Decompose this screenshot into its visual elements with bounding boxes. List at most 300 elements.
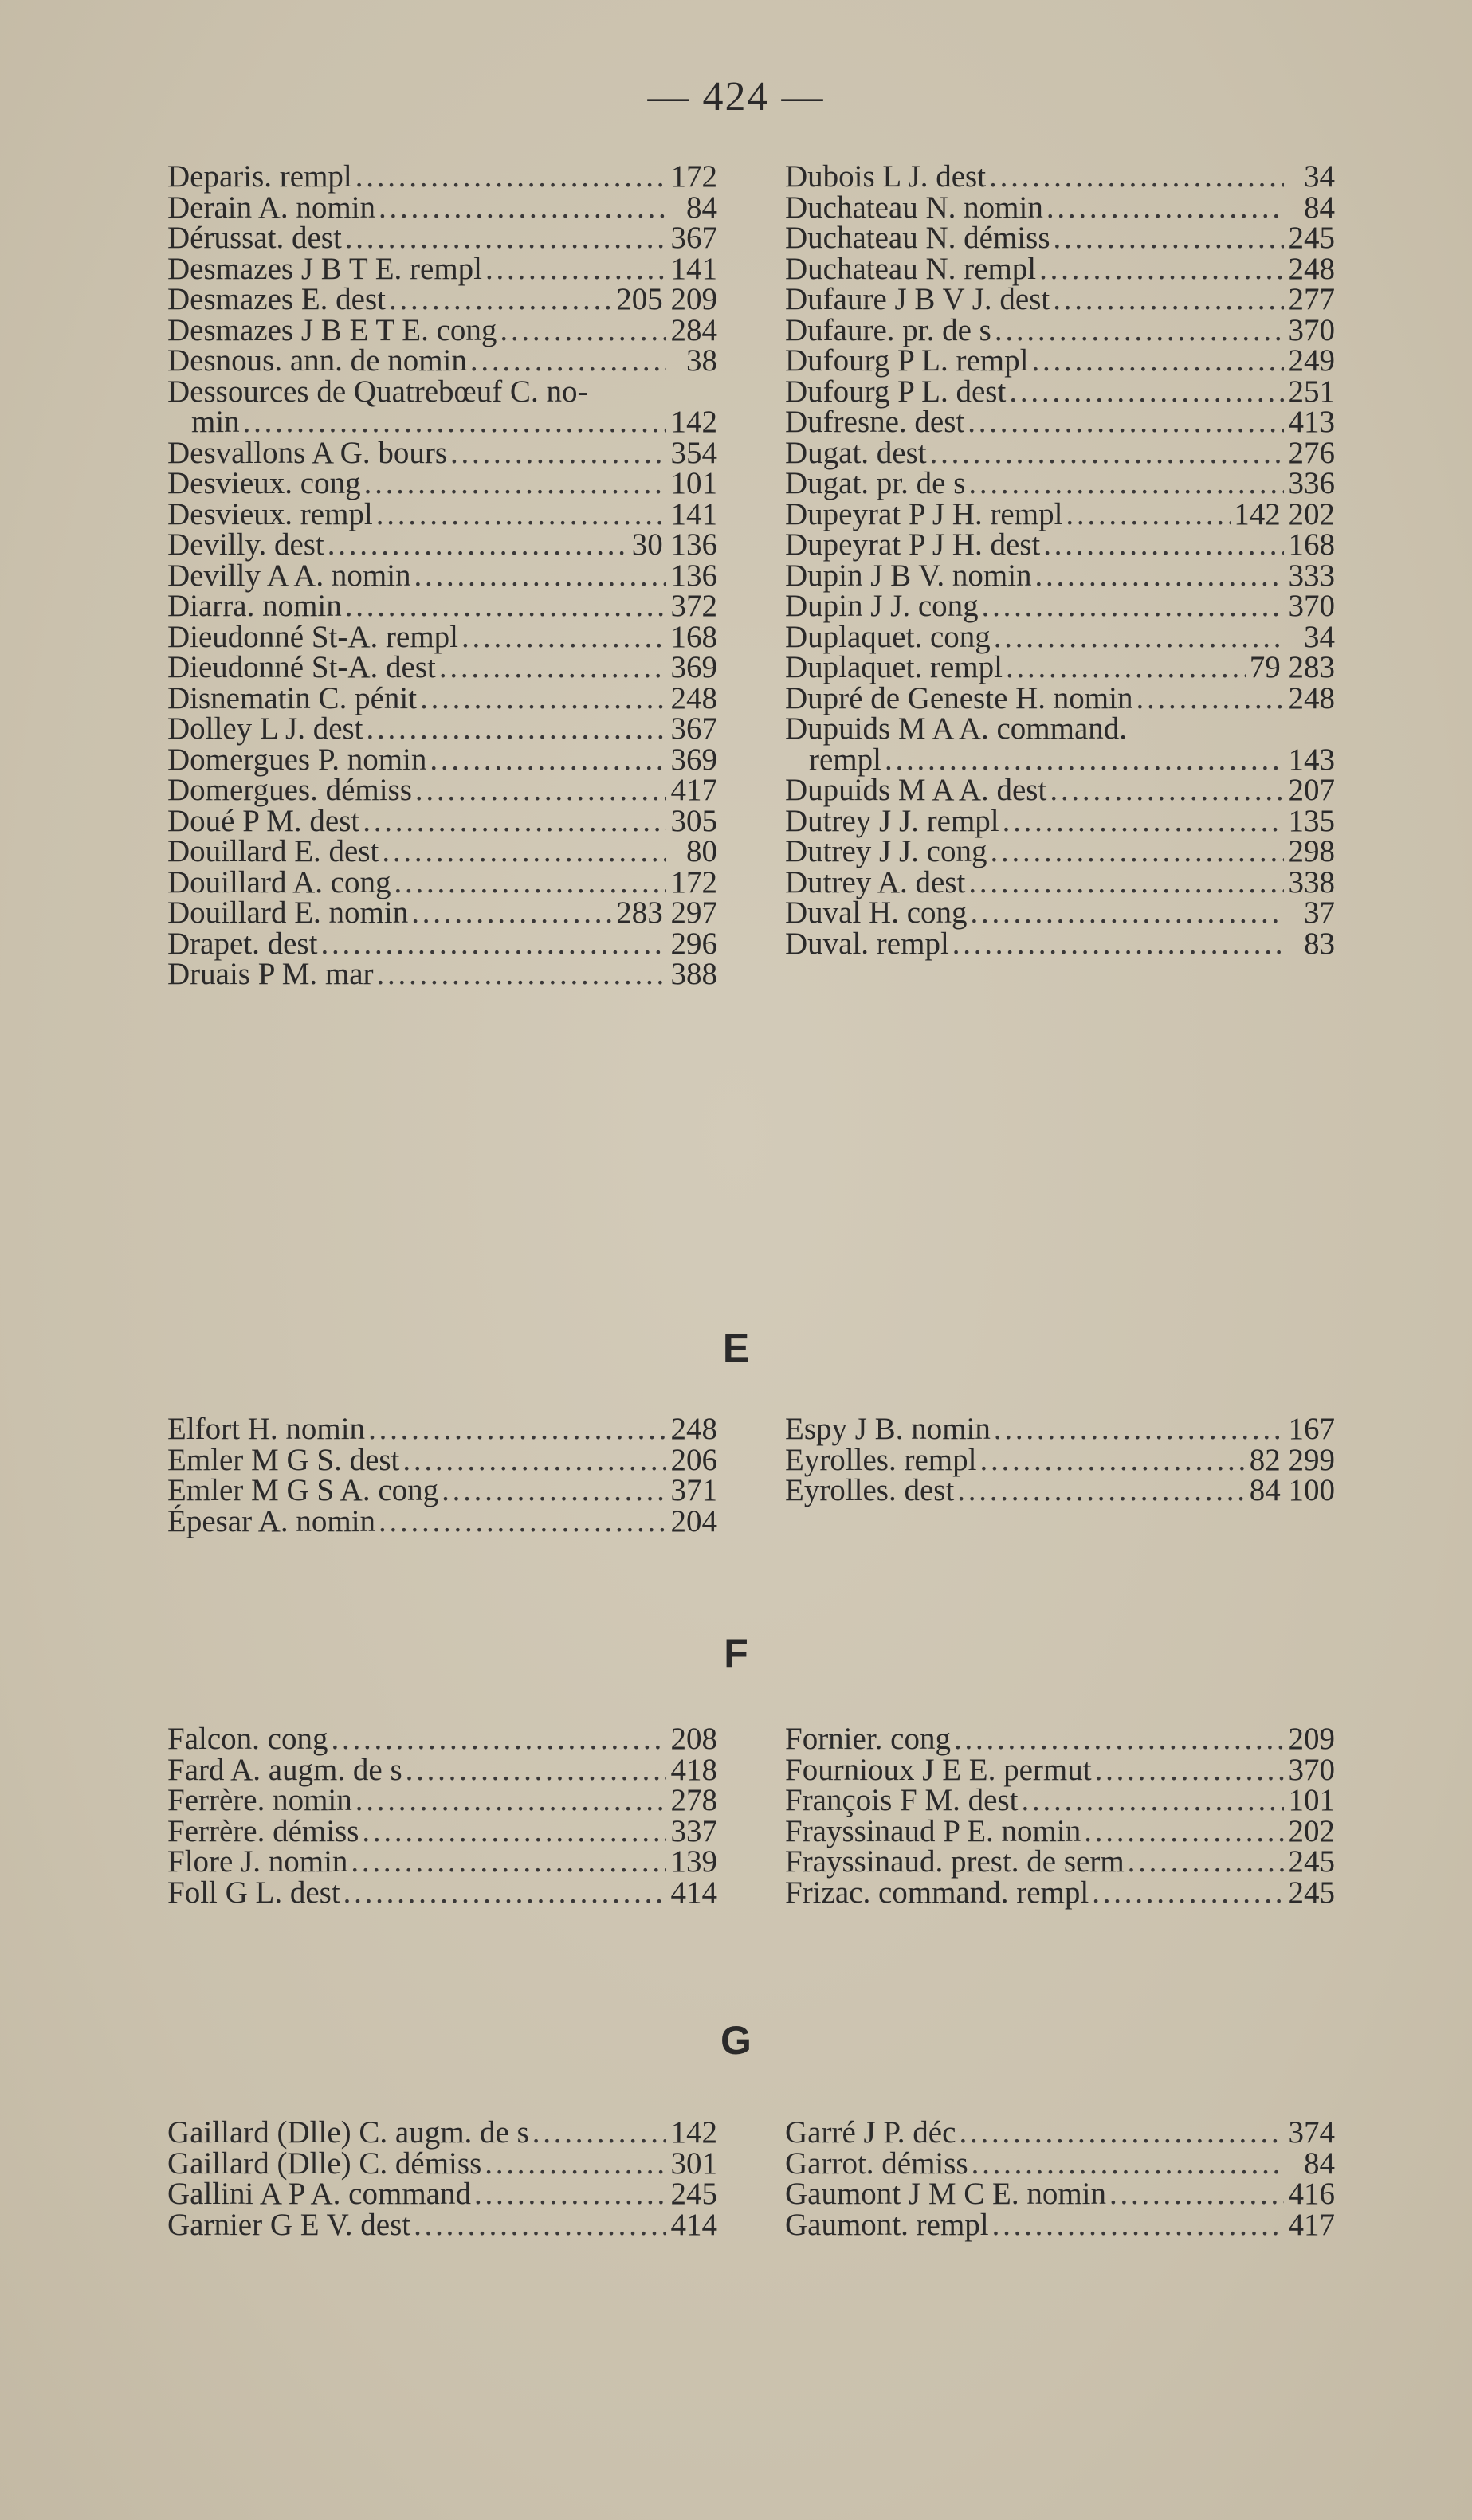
- index-entry: [167, 742, 717, 777]
- entry-pages: 245: [1288, 1875, 1335, 1910]
- dot-leader: [1136, 684, 1284, 715]
- index-entry: [785, 926, 1335, 961]
- entry-name: Eyrolles. rempl: [785, 1442, 977, 1477]
- entry-pages: 248: [1288, 680, 1335, 715]
- entry-pages: 417: [670, 773, 717, 807]
- dot-leader: [345, 223, 666, 254]
- entry-pages: 413: [1288, 405, 1335, 439]
- entry-pages: 34: [1304, 159, 1335, 194]
- dot-leader: [994, 1414, 1284, 1445]
- dot-leader: [243, 407, 666, 438]
- entry-name: min: [191, 405, 240, 439]
- index-entry: [785, 803, 1335, 838]
- index-entry: [785, 159, 1335, 194]
- dot-leader: [1092, 1878, 1284, 1909]
- entry-pages: 414: [670, 2207, 717, 2242]
- entry-name: Dupin J B V. nomin: [785, 558, 1032, 593]
- dot-leader: [485, 254, 666, 285]
- entry-pages: 245: [670, 2177, 717, 2211]
- section-letter-f: F: [724, 1631, 748, 1675]
- entry-name: Emler M G S. dest: [167, 1442, 400, 1477]
- entry-name: Dolley L J. dest: [167, 711, 363, 746]
- index-entry: [785, 742, 1335, 777]
- index-entry: [785, 1875, 1335, 1910]
- entry-pages: 248: [670, 1412, 717, 1446]
- entry-pages: 337: [670, 1813, 717, 1848]
- index-entry: [167, 2115, 717, 2150]
- dot-leader: [930, 438, 1284, 469]
- entry-pages: 369: [670, 650, 717, 684]
- entry-name: Deparis. rempl: [167, 159, 352, 194]
- dot-leader: [363, 806, 666, 837]
- entry-name: Dieudonné St-A. rempl: [167, 619, 459, 654]
- entry-pages: 136: [670, 558, 717, 593]
- entry-name: Dessources de Quatrebœuf C. no-: [167, 374, 588, 409]
- entry-pages: 278: [670, 1783, 717, 1817]
- entry-pages: 84: [1304, 2146, 1335, 2181]
- entry-name: Desvallons A G. bours: [167, 435, 447, 470]
- entry-pages: 135: [1288, 803, 1335, 838]
- entry-pages: 37: [1304, 896, 1335, 930]
- entry-pages: 83: [1304, 926, 1335, 961]
- section-letter-e: E: [722, 1326, 750, 1370]
- dot-leader: [992, 2210, 1284, 2241]
- entry-pages: 141: [670, 496, 717, 531]
- entry-pages: 296: [670, 926, 717, 961]
- index-entry: [167, 864, 717, 899]
- entry-name: Desnous. ann. de nomin: [167, 343, 467, 378]
- entry-name: Derain A. nomin: [167, 190, 376, 225]
- index-entry: [785, 864, 1335, 899]
- entry-pages: 80: [686, 834, 717, 868]
- index-entry: [167, 1724, 717, 1755]
- entry-pages: 333: [1288, 558, 1335, 593]
- index-entry: [785, 468, 1335, 500]
- entry-name: Dufourg P L. rempl: [785, 343, 1029, 378]
- entry-pages: 249: [1288, 343, 1335, 378]
- entry-name: Douillard E. dest: [167, 834, 379, 868]
- index-entry: [167, 775, 717, 806]
- index-entry: [167, 1844, 717, 1879]
- entry-pages: 354: [670, 435, 717, 470]
- entry-name: Dugat. pr. de s: [785, 466, 966, 500]
- entry-name: Dufaure J B V J. dest: [785, 282, 1050, 316]
- index-entry: [167, 898, 717, 929]
- index-column-e-right: [785, 1414, 1335, 1507]
- entry-name: Gaumont. rempl: [785, 2207, 989, 2242]
- index-entry: [785, 775, 1335, 806]
- index-entry: [167, 1473, 717, 1507]
- index-column-g-right: [785, 2115, 1335, 2242]
- index-entry: [785, 343, 1335, 378]
- entry-name: Ferrère. démiss: [167, 1813, 359, 1848]
- dot-leader: [1009, 377, 1284, 408]
- entry-name: Duchateau N. démiss: [785, 221, 1050, 255]
- index-entry: [167, 343, 717, 378]
- dot-leader: [1128, 1847, 1284, 1878]
- index-entry: [785, 374, 1335, 409]
- entry-pages: 139: [670, 1844, 717, 1879]
- dot-leader: [990, 837, 1284, 868]
- entry-pages: 79 283: [1249, 650, 1335, 684]
- dot-leader: [367, 714, 666, 745]
- index-entry: [785, 284, 1335, 315]
- dot-leader: [995, 315, 1284, 347]
- dot-leader: [470, 346, 666, 377]
- entry-name: Dupré de Geneste H. nomin: [785, 680, 1133, 715]
- entry-name: Dieudonné St-A. dest: [167, 650, 436, 684]
- dot-leader: [394, 868, 666, 899]
- entry-pages: 367: [670, 711, 717, 746]
- entry-name: Duchateau N. nomin: [785, 190, 1043, 225]
- dot-leader: [968, 868, 1284, 899]
- index-entry: [785, 834, 1335, 868]
- dot-leader: [1109, 2179, 1284, 2210]
- dot-leader: [885, 745, 1284, 776]
- entry-name: Desmazes J B E T E. cong: [167, 312, 497, 347]
- entry-pages: 245: [1288, 221, 1335, 255]
- index-entry: [785, 650, 1335, 684]
- entry-pages: 142: [670, 405, 717, 439]
- entry-name: Fournioux J E E. permut: [785, 1752, 1092, 1787]
- entry-name: Dugat. dest: [785, 435, 927, 470]
- dot-leader: [320, 929, 666, 960]
- dot-leader: [1095, 1755, 1284, 1786]
- entry-name: Eyrolles. dest: [785, 1473, 955, 1507]
- dot-leader: [1006, 653, 1246, 684]
- dot-leader: [1039, 254, 1284, 285]
- index-entry: [167, 435, 717, 470]
- index-entry: [167, 496, 717, 531]
- entry-pages: 369: [670, 742, 717, 777]
- entry-pages: 248: [670, 680, 717, 715]
- index-entry: [785, 407, 1335, 438]
- dot-leader: [1046, 193, 1284, 224]
- index-entry: [167, 223, 717, 254]
- entry-name: Dupin J J. cong: [785, 589, 979, 623]
- entry-name: Dupuids M A A. command.: [785, 711, 1128, 746]
- dot-leader: [430, 745, 666, 776]
- entry-pages: 167: [1288, 1412, 1335, 1446]
- entry-pages: 205 209: [616, 282, 717, 316]
- dot-leader: [376, 500, 666, 531]
- dot-leader: [485, 2149, 666, 2180]
- entry-name: Garnier G E V. dest: [167, 2207, 411, 2242]
- index-entry: [785, 1442, 1335, 1477]
- index-entry: [167, 468, 717, 500]
- dot-leader: [379, 1507, 666, 1538]
- index-entry: [167, 374, 717, 409]
- index-entry: [785, 190, 1335, 225]
- dot-leader: [420, 684, 666, 715]
- index-entry: [167, 803, 717, 838]
- entry-pages: 417: [1288, 2207, 1335, 2242]
- index-entry: [167, 680, 717, 715]
- dot-leader: [500, 315, 666, 347]
- entry-name: Dufourg P L. dest: [785, 374, 1007, 409]
- entry-name: Gaumont J M C E. nomin: [785, 2177, 1107, 2211]
- index-entry: [167, 312, 717, 347]
- index-entry: [167, 1813, 717, 1848]
- index-entry: [785, 1844, 1335, 1879]
- dot-leader: [450, 438, 666, 469]
- entry-name: Dupeyrat P J H. dest: [785, 527, 1041, 562]
- index-entry: [785, 2207, 1335, 2242]
- dot-leader: [461, 622, 666, 653]
- dot-leader: [345, 591, 666, 622]
- dot-leader: [968, 407, 1284, 438]
- dot-leader: [382, 837, 666, 868]
- entry-pages: 414: [670, 1875, 717, 1910]
- dot-leader: [954, 1724, 1284, 1755]
- index-entry: [785, 711, 1335, 746]
- dot-leader: [414, 2210, 666, 2241]
- entry-name: Desvieux. rempl: [167, 496, 373, 531]
- entry-name: Duplaquet. rempl: [785, 650, 1003, 684]
- dot-leader: [355, 1785, 666, 1817]
- entry-pages: 172: [670, 864, 717, 899]
- entry-pages: 276: [1288, 435, 1335, 470]
- entry-pages: 370: [1288, 589, 1335, 623]
- entry-pages: 207: [1288, 773, 1335, 807]
- entry-pages: 30 136: [631, 527, 717, 562]
- index-column-f-left: [167, 1724, 717, 1908]
- dot-leader: [411, 898, 613, 929]
- index-entry: [785, 1414, 1335, 1445]
- dot-leader: [1050, 775, 1284, 806]
- index-entry: [785, 619, 1335, 654]
- entry-name: Dufaure. pr. de s: [785, 312, 991, 347]
- entry-name: Devilly. dest: [167, 527, 324, 562]
- entry-pages: 301: [670, 2146, 717, 2181]
- entry-name: Domergues. démiss: [167, 773, 412, 807]
- dot-leader: [1053, 284, 1284, 315]
- entry-name: Fornier. cong: [785, 1722, 951, 1756]
- index-entry: [167, 251, 717, 286]
- index-column-g-left: [167, 2115, 717, 2242]
- entry-name: Drapet. dest: [167, 926, 318, 961]
- index-entry: [167, 619, 717, 654]
- entry-name: Garrot. démiss: [785, 2146, 968, 2181]
- dot-leader: [952, 929, 1284, 960]
- dot-leader: [959, 2118, 1284, 2149]
- entry-pages: 142 202: [1234, 496, 1335, 531]
- dot-leader: [1035, 561, 1284, 592]
- entry-name: Frayssinaud P E. nomin: [785, 1813, 1081, 1848]
- index-entry: [785, 898, 1335, 929]
- entry-pages: 34: [1304, 619, 1335, 654]
- entry-name: Dérussat. dest: [167, 221, 342, 255]
- entry-pages: 101: [1288, 1783, 1335, 1817]
- entry-pages: 206: [670, 1442, 717, 1477]
- dot-leader: [957, 1476, 1246, 1507]
- entry-pages: 204: [670, 1503, 717, 1538]
- index-entry: [167, 1442, 717, 1477]
- entry-name: Duchateau N. rempl: [785, 251, 1037, 286]
- index-entry: [167, 527, 717, 562]
- index-column-d-left: [167, 159, 717, 991]
- dot-leader: [364, 468, 666, 500]
- entry-name: Disnematin C. pénit: [167, 680, 418, 715]
- dot-leader: [368, 1414, 666, 1445]
- entry-pages: 172: [670, 159, 717, 194]
- entry-name: Douillard E. nomin: [167, 896, 409, 930]
- entry-name: rempl: [809, 742, 881, 777]
- index-entry: [167, 1875, 717, 1910]
- entry-pages: 277: [1288, 282, 1335, 316]
- index-entry: [785, 1813, 1335, 1848]
- dot-leader: [532, 2118, 666, 2149]
- entry-pages: 101: [670, 466, 717, 500]
- index-entry: [167, 558, 717, 593]
- index-entry: [785, 251, 1335, 286]
- entry-name: Dutrey J J. rempl: [785, 803, 999, 838]
- entry-pages: 168: [1288, 527, 1335, 562]
- entry-name: Druais P M. mar: [167, 957, 374, 991]
- dot-leader: [362, 1817, 666, 1848]
- entry-name: Flore J. nomin: [167, 1844, 348, 1879]
- entry-pages: 251: [1288, 374, 1335, 409]
- entry-pages: 371: [670, 1473, 717, 1507]
- dot-leader: [402, 1445, 666, 1476]
- entry-pages: 418: [670, 1752, 717, 1787]
- entry-pages: 82 299: [1249, 1442, 1335, 1477]
- entry-name: Elfort H. nomin: [167, 1412, 366, 1446]
- entry-name: Épesar A. nomin: [167, 1503, 376, 1538]
- dot-leader: [1003, 806, 1284, 837]
- dot-leader: [331, 1724, 666, 1755]
- index-entry: [785, 223, 1335, 254]
- index-entry: [167, 926, 717, 961]
- dot-leader: [1022, 1785, 1285, 1817]
- entry-name: Doué P M. dest: [167, 803, 360, 838]
- index-entry: [167, 2146, 717, 2181]
- entry-name: Dutrey J J. cong: [785, 834, 987, 868]
- entry-pages: 248: [1288, 251, 1335, 286]
- entry-pages: 338: [1288, 864, 1335, 899]
- dot-leader: [989, 162, 1284, 193]
- dot-leader: [415, 775, 666, 806]
- dot-leader: [1084, 1817, 1284, 1848]
- entry-name: Desmazes J B T E. rempl: [167, 251, 482, 286]
- entry-name: Emler M G S A. cong: [167, 1473, 439, 1507]
- index-entry: [167, 1752, 717, 1787]
- entry-pages: 298: [1288, 834, 1335, 868]
- entry-pages: 84: [1304, 190, 1335, 225]
- entry-pages: 202: [1288, 1813, 1335, 1848]
- index-column-f-right: [785, 1724, 1335, 1908]
- entry-name: Gallini A P A. command: [167, 2177, 471, 2211]
- entry-name: Dupuids M A A. dest: [785, 773, 1047, 807]
- entry-pages: 388: [670, 957, 717, 991]
- index-entry: [167, 1414, 717, 1445]
- index-entry: [785, 1785, 1335, 1817]
- entry-name: Garré J P. déc: [785, 2115, 956, 2150]
- dot-leader: [439, 653, 666, 684]
- entry-name: Duval H. cong: [785, 896, 968, 930]
- index-entry: [785, 2179, 1335, 2210]
- entry-name: Frayssinaud. prest. de serm: [785, 1844, 1125, 1879]
- index-entry: [167, 2179, 717, 2210]
- index-entry: [785, 2146, 1335, 2181]
- dot-leader: [351, 1847, 666, 1878]
- entry-pages: 284: [670, 312, 717, 347]
- index-entry: [167, 2207, 717, 2242]
- entry-name: Diarra. nomin: [167, 589, 342, 623]
- entry-name: Duval. rempl: [785, 926, 949, 961]
- index-entry: [785, 527, 1335, 562]
- entry-pages: 283 297: [616, 896, 717, 930]
- entry-pages: 208: [670, 1722, 717, 1756]
- page-header: — 424 —: [647, 74, 825, 120]
- entry-name: Espy J B. nomin: [785, 1412, 991, 1446]
- index-entry: [167, 959, 717, 990]
- entry-pages: 84: [686, 190, 717, 225]
- index-entry: [785, 558, 1335, 593]
- index-entry: [785, 1752, 1335, 1787]
- index-entry: [167, 190, 717, 225]
- entry-pages: 38: [686, 343, 717, 378]
- dot-leader: [406, 1755, 666, 1786]
- index-entry: [785, 591, 1335, 622]
- entry-pages: 370: [1288, 1752, 1335, 1787]
- entry-name: Domergues P. nomin: [167, 742, 427, 777]
- entry-name: Duplaquet. cong: [785, 619, 991, 654]
- index-entry: [167, 711, 717, 746]
- dot-leader: [355, 162, 666, 193]
- entry-pages: 142: [670, 2115, 717, 2150]
- index-entry: [167, 834, 717, 868]
- entry-name: Gaillard (Dlle) C. augm. de s: [167, 2115, 529, 2150]
- dot-leader: [474, 2179, 666, 2210]
- index-column-e-left: [167, 1414, 717, 1537]
- dot-leader: [379, 193, 666, 224]
- entry-name: Desvieux. cong: [167, 466, 361, 500]
- dot-leader: [979, 1445, 1246, 1476]
- index-entry: [785, 312, 1335, 347]
- entry-name: Foll G L. dest: [167, 1875, 340, 1910]
- entry-name: Devilly A A. nomin: [167, 558, 411, 593]
- dot-leader: [982, 591, 1284, 622]
- index-entry: [167, 591, 717, 622]
- dot-leader: [389, 284, 613, 315]
- entry-pages: 168: [670, 619, 717, 654]
- entry-name: Gaillard (Dlle) C. démiss: [167, 2146, 482, 2181]
- index-entry: [785, 2115, 1335, 2150]
- dot-leader: [971, 898, 1284, 929]
- entry-pages: 336: [1288, 466, 1335, 500]
- entry-name: François F M. dest: [785, 1783, 1019, 1817]
- index-entry: [785, 1473, 1335, 1507]
- index-entry: [785, 496, 1335, 531]
- entry-pages: 416: [1288, 2177, 1335, 2211]
- dot-leader: [377, 959, 666, 990]
- entry-pages: 305: [670, 803, 717, 838]
- entry-name: Dutrey A. dest: [785, 864, 966, 899]
- dot-leader: [968, 468, 1284, 500]
- entry-name: Dufresne. dest: [785, 405, 965, 439]
- entry-pages: 245: [1288, 1844, 1335, 1879]
- entry-name: Fard A. augm. de s: [167, 1752, 402, 1787]
- dot-leader: [1066, 500, 1231, 531]
- dot-leader: [972, 2149, 1284, 2180]
- section-letter-g: G: [720, 2018, 752, 2063]
- entry-name: Falcon. cong: [167, 1722, 328, 1756]
- dot-leader: [1031, 346, 1284, 377]
- index-entry: [167, 284, 717, 315]
- index-entry: [167, 407, 717, 438]
- index-entry: [167, 650, 717, 684]
